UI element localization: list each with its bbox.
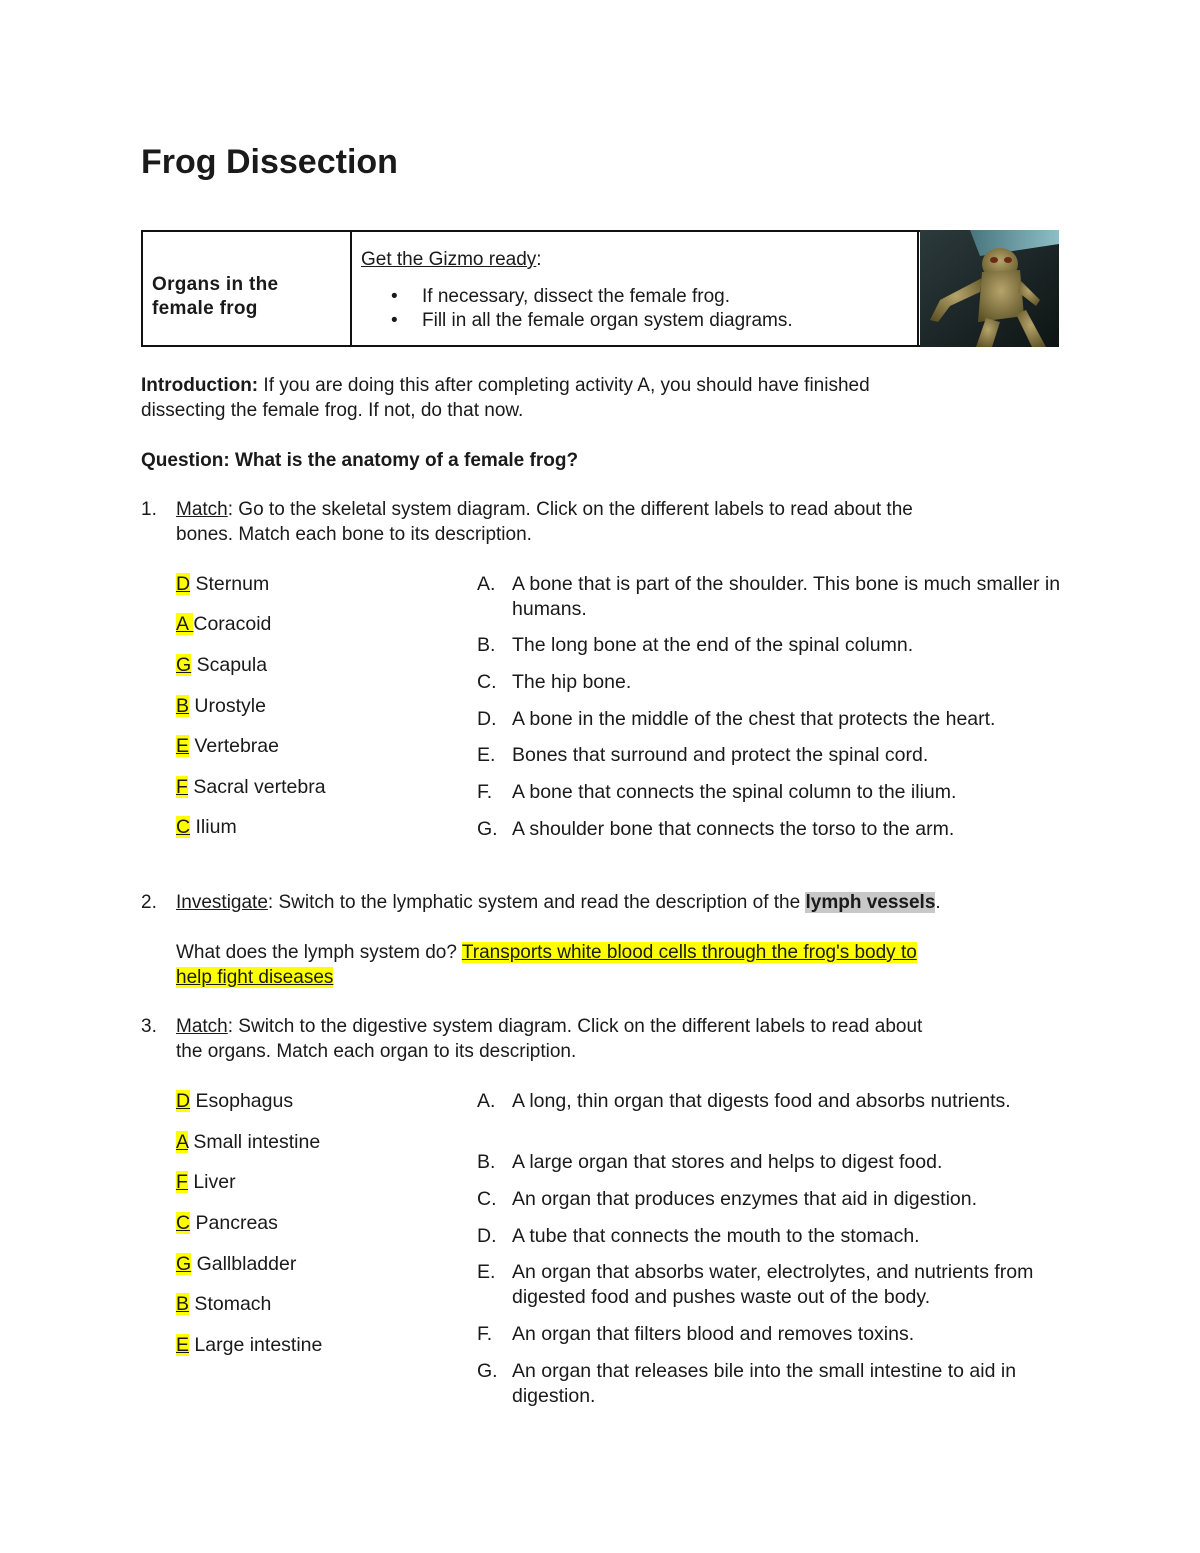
description-letter: E.: [477, 744, 496, 766]
match-answer-item: [176, 1170, 236, 1195]
introduction: Introduction: If you are doing this after completing activity A, you should have finished dissecting the female frog. If not, do that now.: [141, 375, 870, 421]
answer-letter[interactable]: G: [176, 1253, 192, 1275]
description-letter: A.: [477, 573, 496, 595]
match-answer-item: [176, 1252, 296, 1277]
answer-letter[interactable]: D: [176, 573, 191, 595]
description-text: A bone that is part of the shoulder. This bone is much smaller in humans.: [512, 573, 1061, 620]
item-name: Small intestine: [187, 1131, 321, 1153]
item-name: Coracoid: [193, 613, 272, 635]
header-section-label: Organs in the female frog: [152, 274, 279, 319]
description-text: An organ that absorbs water, electrolytes, and nutrients from digested food and pushes waste out of the body.: [512, 1261, 1034, 1308]
answer-letter[interactable]: A: [176, 1131, 188, 1153]
match-answer-item: [176, 653, 267, 678]
q1-prompt: 1. Match: Go to the skeletal system diagram. Click on the different labels to read about the bones. Match each bone to its description.: [141, 499, 913, 545]
match-answer-item: [176, 815, 237, 840]
answer-letter[interactable]: E: [176, 1334, 190, 1356]
item-name: Gallbladder: [191, 1253, 297, 1275]
match-answer-item: [176, 775, 326, 800]
match-answer-item: [176, 572, 269, 597]
description-text: A bone that connects the spinal column to the ilium.: [512, 781, 957, 803]
description-text: The long bone at the end of the spinal column.: [512, 634, 914, 656]
description-text: A shoulder bone that connects the torso to the arm.: [512, 818, 955, 840]
item-name: Large intestine: [189, 1334, 323, 1356]
gizmo-heading: Get the Gizmo ready: [361, 249, 537, 270]
description-text: A long, thin organ that digests food and absorbs nutrients.: [512, 1090, 1011, 1112]
answer-letter[interactable]: F: [176, 1171, 188, 1193]
q2-answer: Transports white blood cells through the frog's body to: [461, 942, 917, 963]
description-text: An organ that produces enzymes that aid in digestion.: [512, 1188, 978, 1210]
header-table: [141, 230, 1059, 347]
description-text: A tube that connects the mouth to the stomach.: [512, 1225, 920, 1247]
match-answer-item: [176, 1089, 293, 1114]
description-text: The hip bone.: [512, 671, 632, 693]
description-letter: A.: [477, 1090, 496, 1112]
match-answer-item: [176, 734, 279, 759]
answer-letter[interactable]: B: [176, 695, 190, 717]
answer-letter[interactable]: D: [176, 1090, 191, 1112]
answer-letter[interactable]: E: [176, 735, 190, 757]
lymph-vessels-term: lymph vessels: [805, 892, 936, 913]
description-letter: D.: [477, 708, 497, 730]
item-name: Scapula: [191, 654, 268, 676]
q3-prompt: 3. Match: Switch to the digestive system diagram. Click on the different labels to read about the organs. Match each organ to its description.: [141, 1016, 923, 1062]
item-name: Urostyle: [189, 695, 266, 717]
match-answer-item: [176, 1130, 320, 1155]
item-name: Pancreas: [190, 1212, 278, 1234]
description-letter: B.: [477, 634, 496, 656]
answer-letter[interactable]: F: [176, 776, 188, 798]
description-letter: E.: [477, 1261, 496, 1283]
match-answer-item: [176, 694, 266, 719]
item-name: Sternum: [190, 573, 270, 595]
item-name: Esophagus: [190, 1090, 294, 1112]
answer-letter[interactable]: A: [176, 613, 194, 635]
match-answer-item: [176, 612, 271, 637]
description-text: A bone in the middle of the chest that protects the heart.: [512, 708, 996, 730]
item-name: Vertebrae: [189, 735, 279, 757]
item-name: Ilium: [190, 816, 237, 838]
item-name: Sacral vertebra: [187, 776, 326, 798]
page-title: Frog Dissection: [141, 143, 398, 181]
q2-answer-continued: help fight diseases: [176, 967, 334, 988]
description-letter: G.: [477, 1360, 498, 1382]
description-letter: F.: [477, 781, 493, 803]
description-letter: D.: [477, 1225, 497, 1247]
description-text: Bones that surround and protect the spinal cord.: [512, 744, 929, 766]
description-letter: G.: [477, 818, 498, 840]
description-letter: C.: [477, 671, 497, 693]
match-answer-item: [176, 1292, 271, 1317]
match-answer-item: [176, 1333, 322, 1358]
answer-letter[interactable]: G: [176, 654, 192, 676]
answer-letter[interactable]: C: [176, 1212, 191, 1234]
item-name: Liver: [187, 1171, 236, 1193]
match-answer-item: [176, 1211, 278, 1236]
answer-letter[interactable]: B: [176, 1293, 190, 1315]
description-letter: C.: [477, 1188, 497, 1210]
description-text: An organ that releases bile into the small intestine to aid in digestion.: [512, 1360, 1017, 1407]
question-heading: Question: What is the anatomy of a female frog?: [141, 450, 579, 471]
frog-image: [920, 230, 1059, 347]
description-letter: F.: [477, 1323, 493, 1345]
item-name: Stomach: [189, 1293, 272, 1315]
description-text: A large organ that stores and helps to digest food.: [512, 1151, 943, 1173]
answer-letter[interactable]: C: [176, 816, 191, 838]
description-letter: B.: [477, 1151, 496, 1173]
description-text: An organ that filters blood and removes toxins.: [512, 1323, 915, 1345]
gizmo-instructions: Get the Gizmo ready: • If necessary, dissect the female frog. • Fill in all the female organ system diagrams.: [361, 249, 793, 331]
q2-block: 2. Investigate: Switch to the lymphatic system and read the description of the lymph vessels. What does the lymph system do? Transports white blood cells through the frog's body to help fight diseases: [141, 892, 941, 988]
